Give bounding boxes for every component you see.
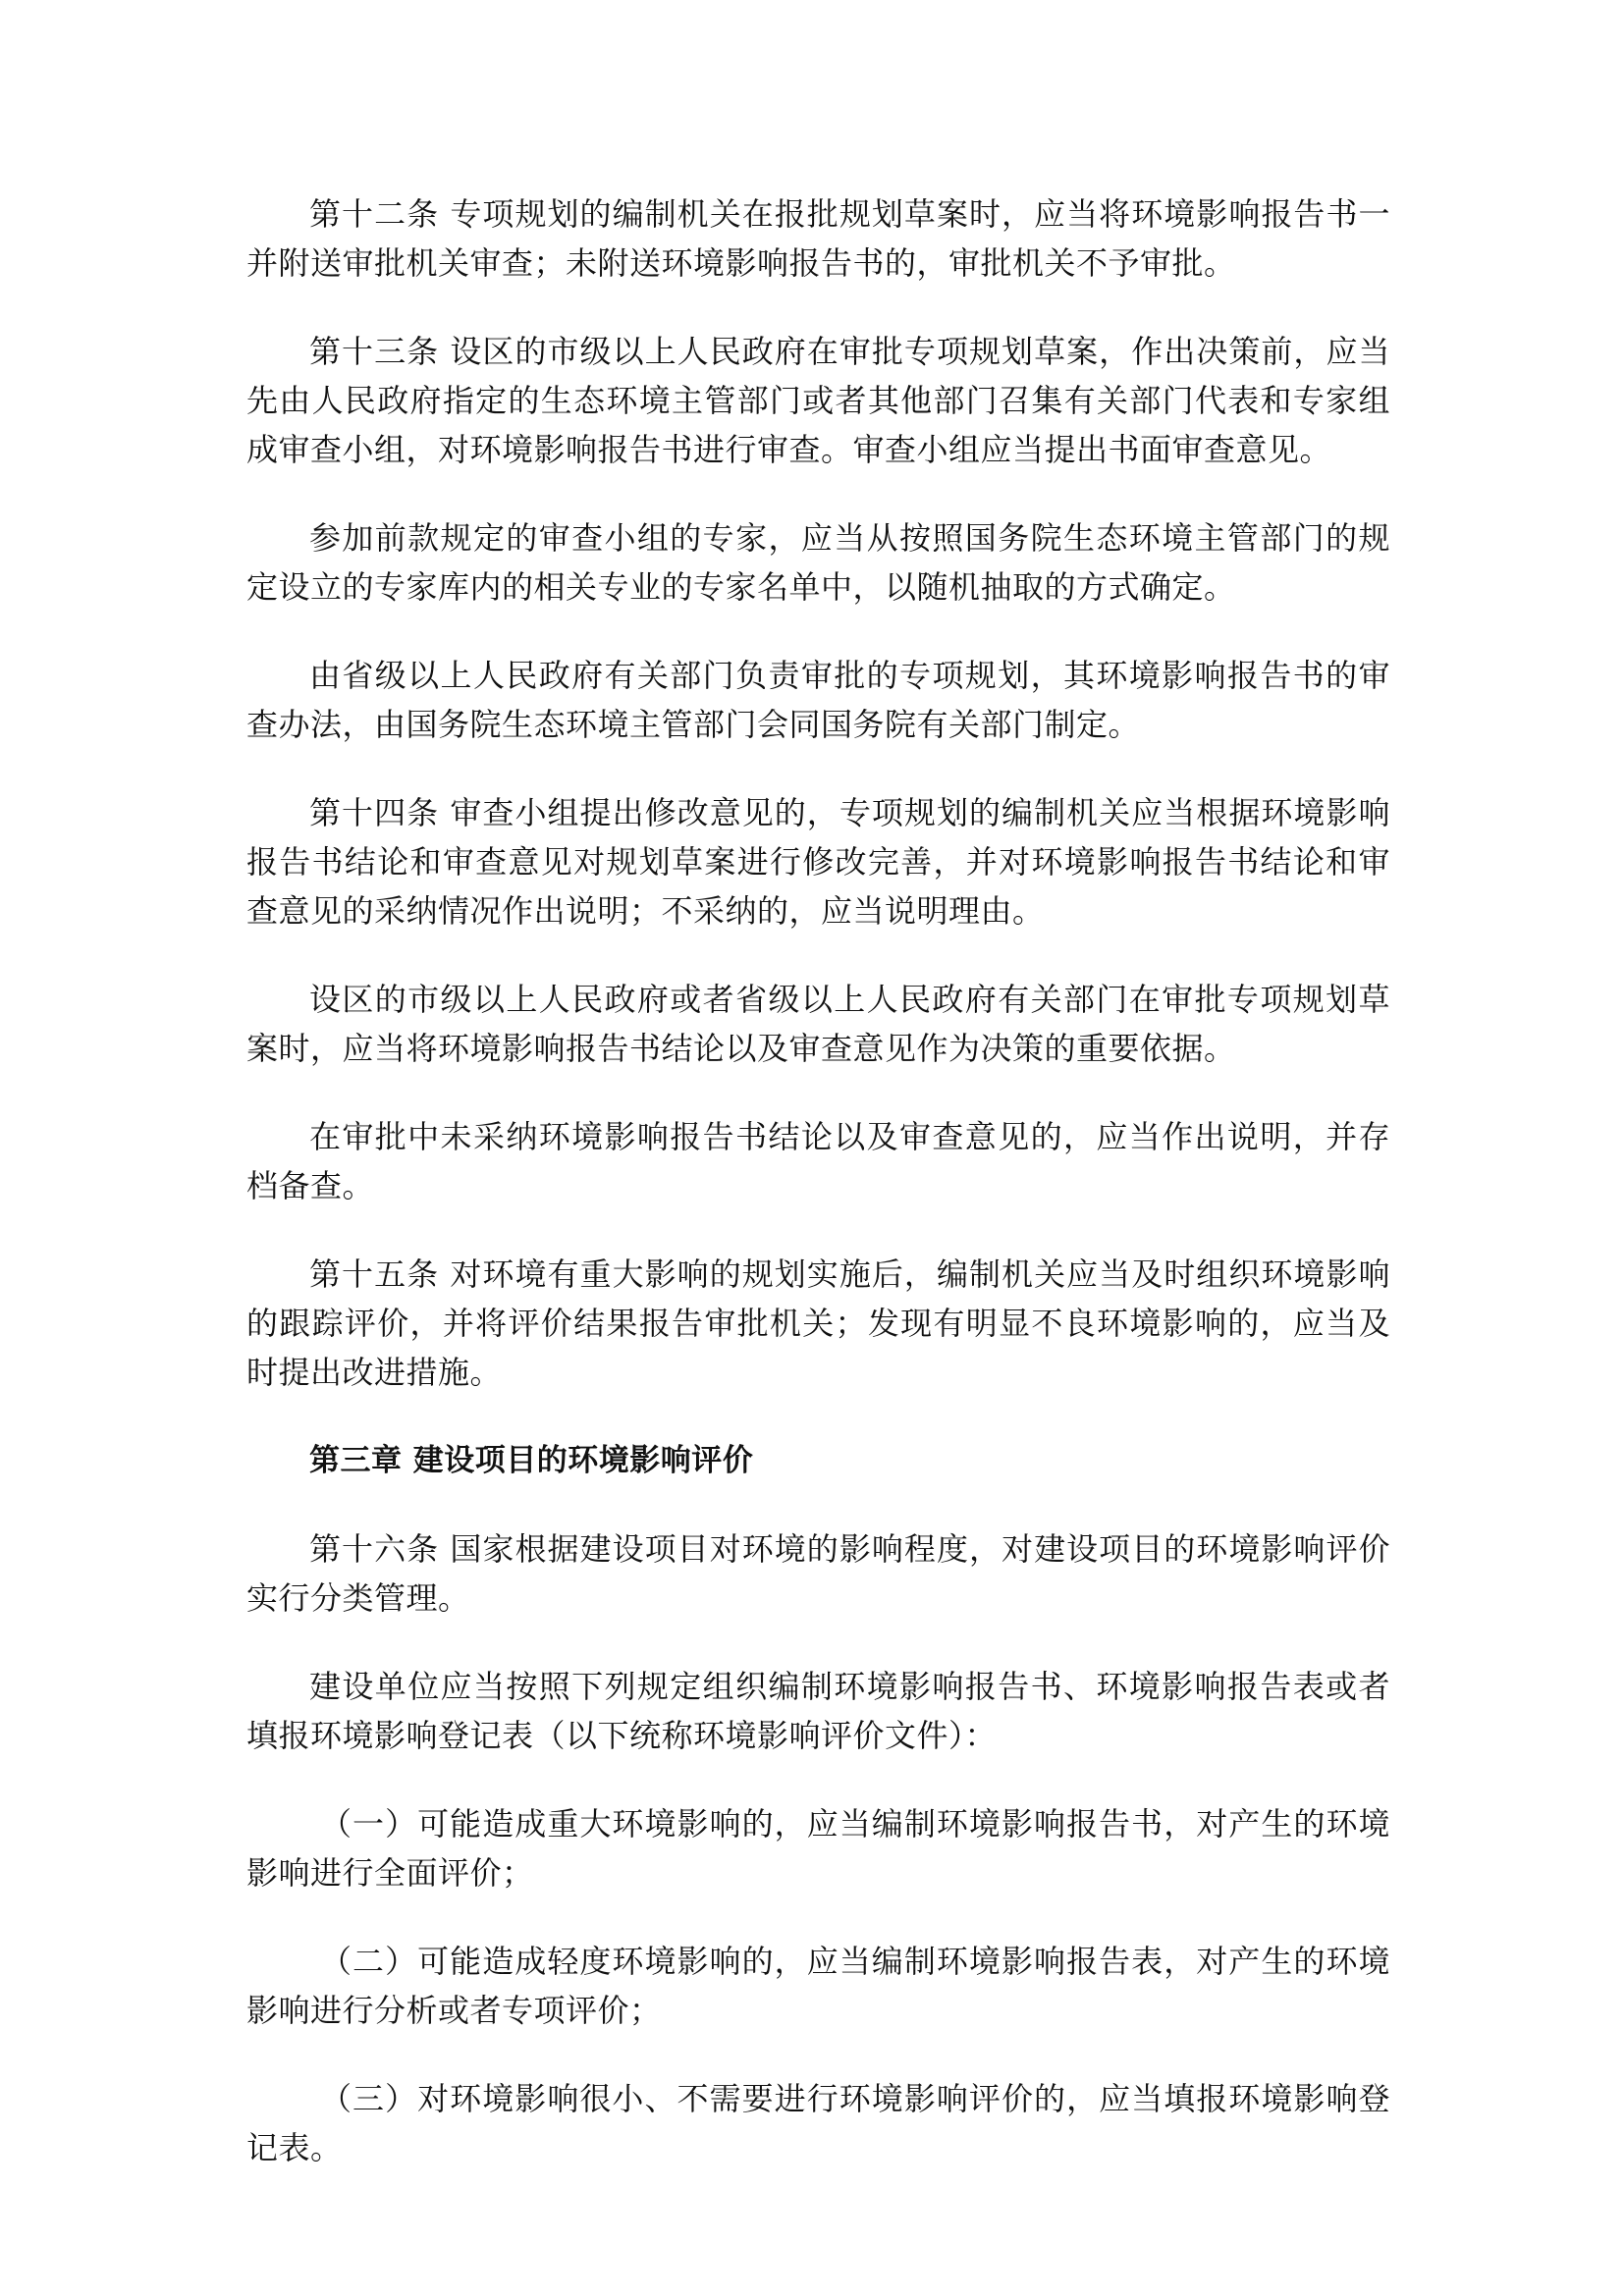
list-item: （二）可能造成轻度环境影响的，应当编制环境影响报告表，对产生的环境影响进行分析或者专项评价； <box>246 1943 1390 2029</box>
article-15-paragraph: 第十五条 对环境有重大影响的规划实施后，编制机关应当及时组织环境影响的跟踪评价，并将评价结果报告审批机关；发现有明显不良环境影响的，应当及时提出改进措施。 <box>246 1255 1390 1391</box>
article-14-basis-paragraph: 设区的市级以上人民政府或者省级以上人民政府有关部门在审批专项规划草案时，应当将环境影响报告书结论以及审查意见作为决策的重要依据。 <box>246 981 1390 1067</box>
list-item: （一）可能造成重大环境影响的，应当编制环境影响报告书，对产生的环境影响进行全面评价； <box>246 1805 1390 1892</box>
article-13-paragraph: 第十三条 设区的市级以上人民政府在审批专项规划草案，作出决策前，应当先由人民政府指定的生态环境主管部门或者其他部门召集有关部门代表和专家组成审查小组，对环境影响报告书进行审查。审查小组应当提出书面审查意见。 <box>246 333 1390 468</box>
article-16-paragraph: 第十六条 国家根据建设项目对环境的影响程度，对建设项目的环境影响评价实行分类管理。 <box>246 1530 1390 1617</box>
article-13-review-method-paragraph: 由省级以上人民政府有关部门负责审批的专项规划，其环境影响报告书的审查办法，由国务院生态环境主管部门会同国务院有关部门制定。 <box>246 657 1390 743</box>
chapter-heading: 第三章 建设项目的环境影响评价 <box>309 1443 754 1478</box>
article-12-paragraph: 第十二条 专项规划的编制机关在报批规划草案时，应当将环境影响报告书一并附送审批机关审查；未附送环境影响报告书的，审批机关不予审批。 <box>246 195 1390 282</box>
article-14-paragraph: 第十四条 审查小组提出修改意见的，专项规划的编制机关应当根据环境影响报告书结论和审查意见对规划草案进行修改完善，并对环境影响报告书结论和审查意见的采纳情况作出说明；不采纳的，应当说明理由。 <box>246 794 1390 930</box>
document-body <box>246 189 1390 2212</box>
article-16-requirement-paragraph: 建设单位应当按照下列规定组织编制环境影响报告书、环境影响报告表或者填报环境影响登记表（以下统称环境影响评价文件）： <box>246 1668 1390 1754</box>
article-13-expert-paragraph: 参加前款规定的审查小组的专家，应当从按照国务院生态环境主管部门的规定设立的专家库内的相关专业的专家名单中，以随机抽取的方式确定。 <box>246 519 1390 606</box>
article-14-archive-paragraph: 在审批中未采纳环境影响报告书结论以及审查意见的，应当作出说明，并存档备查。 <box>246 1118 1390 1204</box>
list-item: （三）对环境影响很小、不需要进行环境影响评价的，应当填报环境影响登记表。 <box>246 2080 1390 2166</box>
